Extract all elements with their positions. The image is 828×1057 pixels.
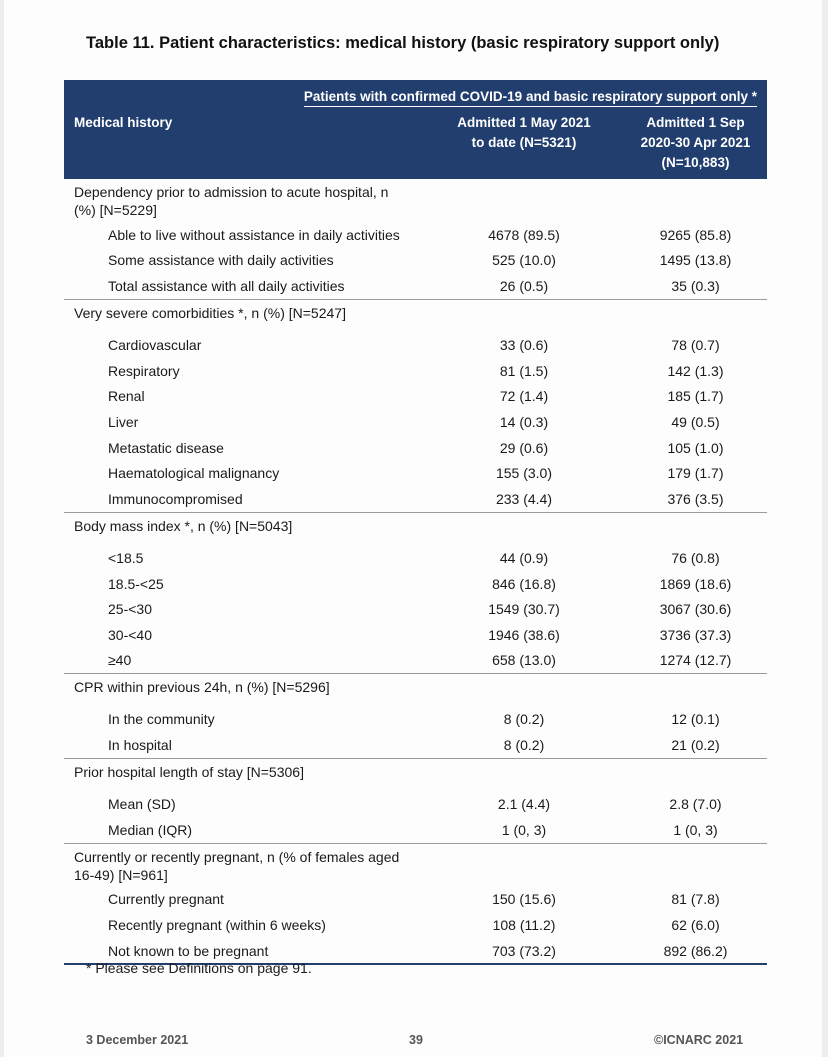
value-sep-2020: 1869 (18.6) [659,575,732,592]
value-may-2021: 8 (0.2) [503,711,545,728]
row-label: Mean (SD) [108,796,176,813]
value-sep-2020: 179 (1.7) [667,465,724,482]
table-row [64,486,767,512]
row-label: Not known to be pregnant [64,938,424,965]
value-sep-2020: 1495 (13.8) [659,252,732,269]
section-header-row [64,758,767,791]
value-sep-2020: 49 (0.5) [671,413,720,430]
table-super-header-row [64,80,767,109]
table-row [64,571,767,597]
table-row [64,384,767,410]
row-label: Recently pregnant (within 6 weeks) [108,917,326,934]
section-label: Currently or recently pregnant, n (% of females aged 16-49) [N=961] [64,843,767,887]
value-may-2021: 525 (10.0) [492,252,556,269]
footer-date: 3 December 2021 [86,1033,189,1047]
value-sep-2020: 3736 (37.3) [659,626,732,643]
value-may-2021: 26 (0.5) [499,277,549,294]
row-label: In hospital [108,737,172,754]
document-page [4,0,822,1057]
value-sep-2020: 105 (1.0) [667,439,724,456]
value-may-2021: 8 (0.2) [503,737,545,754]
section-label: Body mass index *, n (%) [N=5043] [64,512,767,545]
value-may-2021: 1549 (30.7) [488,601,560,618]
value-may-2021: 81 (1.5) [499,362,549,379]
super-header: Patients with confirmed COVID-19 and basic respiratory support only * [64,80,767,109]
value-sep-2020: 35 (0.3) [671,277,720,294]
row-label: Total assistance with all daily activities [108,277,345,294]
row-label: ≥40 [108,652,132,669]
value-sep-2020: 78 (0.7) [671,337,720,354]
value-sep-2020: 81 (7.8) [671,891,720,908]
value-may-2021: 108 (11.2) [492,917,556,934]
row-label: Able to live without assistance in daily activities [108,226,400,243]
row-label: Median (IQR) [108,821,193,838]
row-label: Cardiovascular [108,337,202,354]
value-sep-2020: 892 (86.2) [624,938,767,965]
row-label: Currently pregnant [108,891,224,908]
footnote: * Please see Definitions on page 91. [86,960,312,976]
table-row [64,545,767,571]
value-sep-2020: 1274 (12.7) [659,652,732,669]
value-sep-2020: 2.8 (7.0) [669,796,722,813]
table-row [64,596,767,622]
section-label: Prior hospital length of stay [N=5306] [64,758,767,791]
row-label: 25-<30 [108,601,152,618]
footer-copyright: ©ICNARC 2021 [654,1033,744,1047]
value-may-2021: 150 (15.6) [492,891,556,908]
value-sep-2020: 9265 (85.8) [659,226,732,243]
row-label: Liver [108,413,139,430]
value-may-2021: 29 (0.6) [499,439,549,456]
table-row [64,222,767,248]
table-title: Table 11. Patient characteristics: medical history (basic respiratory support only) [86,34,720,52]
table-row [64,817,767,843]
table-row [64,622,767,648]
value-may-2021: 155 (3.0) [495,465,553,482]
table-row [64,460,767,486]
section-label: Dependency prior to admission to acute hospital, n (%) [N=5229] [74,184,389,218]
row-label: Some assistance with daily activities [108,252,334,269]
column-header-admitted-sep-2020: Admitted 1 Sep 2020-30 Apr 2021 (N=10,883) [624,109,767,179]
value-may-2021: 72 (1.4) [499,388,549,405]
row-label: Respiratory [108,362,180,379]
table-column-header-row [64,109,767,179]
value-sep-2020: 12 (0.1) [671,711,720,728]
value-sep-2020: 3067 (30.6) [659,601,732,618]
row-label: Renal [108,388,145,405]
value-may-2021: 233 (4.4) [495,490,553,507]
section-label: Very severe comorbidities *, n (%) [N=5247] [64,299,767,332]
section-header-row [64,674,767,707]
value-may-2021: 1 (0, 3) [501,821,547,838]
table-row [64,435,767,461]
table-row [64,791,767,817]
value-may-2021: 703 (73.2) [424,938,624,965]
section-header-row [64,299,767,332]
table-row [64,358,767,384]
section-label: CPR within previous 24h, n (%) [N=5296] [64,674,767,707]
row-label: 30-<40 [108,626,152,643]
value-sep-2020: 62 (6.0) [671,917,720,934]
row-label: Haematological malignancy [108,465,280,482]
table-row [64,707,767,733]
medical-history-table [64,80,767,965]
section-header-row [64,179,767,222]
table-row [64,273,767,299]
table-row [64,887,767,913]
value-sep-2020: 376 (3.5) [667,490,724,507]
row-label: Metastatic disease [108,439,224,456]
table-row [64,648,767,674]
value-sep-2020: 185 (1.7) [667,388,724,405]
value-may-2021: 4678 (89.5) [488,226,560,243]
value-may-2021: 2.1 (4.4) [497,796,551,813]
table-row [64,732,767,758]
section-header-row [64,512,767,545]
table-row [64,409,767,435]
table-body [64,179,767,964]
value-may-2021: 1946 (38.6) [488,626,560,643]
row-label: <18.5 [108,549,144,566]
value-may-2021: 33 (0.6) [499,337,549,354]
table-row [64,912,767,938]
column-header-admitted-may-2021: Admitted 1 May 2021 to date (N=5321) [424,109,624,179]
column-header-medical-history: Medical history [64,109,424,179]
row-label: 18.5-<25 [108,575,164,592]
value-may-2021: 846 (16.8) [492,575,556,592]
footer-page-number: 39 [409,1033,423,1047]
value-sep-2020: 21 (0.2) [671,737,720,754]
row-label: In the community [108,711,215,728]
value-sep-2020: 142 (1.3) [667,362,724,379]
value-may-2021: 658 (13.0) [492,652,556,669]
value-may-2021: 14 (0.3) [499,413,549,430]
value-may-2021: 44 (0.9) [499,549,549,566]
value-sep-2020: 1 (0, 3) [673,821,718,838]
table-row [64,332,767,358]
row-label: Immunocompromised [108,490,243,507]
table-row [64,248,767,274]
section-header-row [64,843,767,887]
value-sep-2020: 76 (0.8) [671,549,720,566]
